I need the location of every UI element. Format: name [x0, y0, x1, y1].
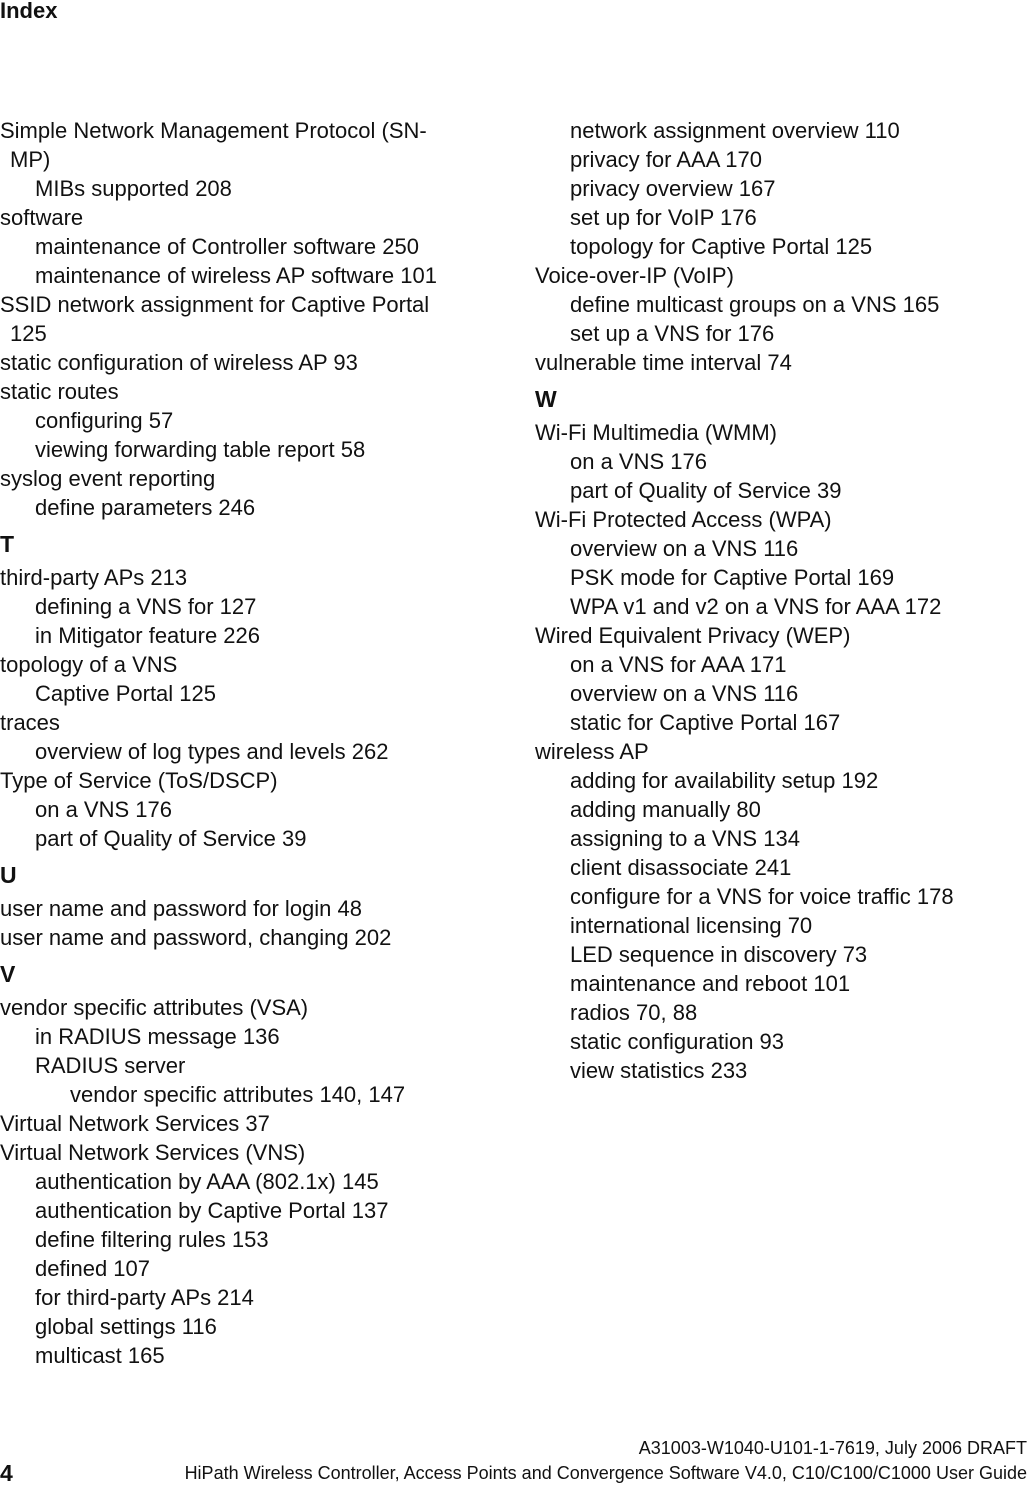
index-entry: wireless AP [535, 739, 649, 764]
entries-v-continued [535, 116, 1025, 377]
index-entry: multicast 165 [35, 1343, 165, 1368]
index-entry: for third-party APs 214 [35, 1285, 254, 1310]
index-entry: global settings 116 [35, 1314, 217, 1339]
entries-u [0, 894, 500, 952]
index-entry: PSK mode for Captive Portal 169 [570, 565, 895, 590]
index-entry: Captive Portal 125 [35, 681, 216, 706]
index-entry: privacy overview 167 [570, 176, 776, 201]
footer [0, 1460, 1027, 1487]
index-entry: configuring 57 [35, 408, 174, 433]
index-entry: international licensing 70 [570, 913, 813, 938]
entries-v [0, 993, 500, 1370]
index-entry: Virtual Network Services 37 [0, 1111, 270, 1136]
index-entry: traces [0, 710, 60, 735]
index-entry: defined 107 [35, 1256, 150, 1281]
index-entry: vendor specific attributes 140, 147 [70, 1082, 406, 1107]
index-entry: in RADIUS message 136 [35, 1024, 280, 1049]
index-entry: define filtering rules 153 [35, 1227, 269, 1252]
index-entry: in Mitigator feature 226 [35, 623, 261, 648]
index-entry: static configuration 93 [570, 1029, 785, 1054]
index-entry: maintenance of Controller software 250 [35, 234, 419, 259]
index-entry: set up for VoIP 176 [570, 205, 757, 230]
index-entry: static for Captive Portal 167 [570, 710, 841, 735]
index-entry: overview on a VNS 116 [570, 536, 799, 561]
index-entry: define parameters 246 [35, 495, 256, 520]
index-entry: viewing forwarding table report 58 [35, 437, 366, 462]
index-entry: user name and password, changing 202 [0, 925, 392, 950]
entries-w [535, 418, 1025, 1085]
index-entry: user name and password for login 48 [0, 896, 362, 921]
index-entry: SSID network assignment for Captive Portal [0, 292, 430, 317]
letter-heading-t: T [0, 531, 15, 557]
index-column-right [535, 116, 1025, 1085]
footer-document-id: A31003-W1040-U101-1-7619, July 2006 DRAFT [638, 1438, 1027, 1458]
index-entry: privacy for AAA 170 [570, 147, 762, 172]
index-entry: on a VNS for AAA 171 [570, 652, 787, 677]
index-entry: network assignment overview 110 [570, 118, 900, 143]
index-entry: syslog event reporting [0, 466, 216, 491]
index-entry: Voice-over-IP (VoIP) [535, 263, 734, 288]
index-entry: maintenance and reboot 101 [570, 971, 851, 996]
index-entry: topology of a VNS [0, 652, 178, 677]
index-entry: Wi-Fi Protected Access (WPA) [535, 507, 832, 532]
index-entry: Simple Network Management Protocol (SN- [0, 118, 427, 143]
index-entry: RADIUS server [35, 1053, 186, 1078]
letter-heading-v: V [0, 961, 16, 987]
footer-document-title: HiPath Wireless Controller, Access Points and Convergence Software V4.0, C10/C100/C1000 User Guide [184, 1463, 1027, 1483]
index-entry: overview on a VNS 116 [570, 681, 799, 706]
page-number: 4 [0, 1460, 13, 1486]
index-entry: on a VNS 176 [35, 797, 172, 822]
index-entry: define multicast groups on a VNS 165 [570, 292, 940, 317]
index-entry: topology for Captive Portal 125 [570, 234, 873, 259]
index-entry: Type of Service (ToS/DSCP) [0, 768, 278, 793]
index-entry: Virtual Network Services (VNS) [0, 1140, 306, 1165]
index-entry: vendor specific attributes (VSA) [0, 995, 309, 1020]
index-entry: software [0, 205, 84, 230]
index-entry: static configuration of wireless AP 93 [0, 350, 358, 375]
index-entry: authentication by Captive Portal 137 [35, 1198, 389, 1223]
index-entry: third-party APs 213 [0, 565, 188, 590]
index-entry: adding manually 80 [570, 797, 761, 822]
entries-s-continued [0, 116, 500, 522]
index-entry: LED sequence in discovery 73 [570, 942, 868, 967]
index-entry: WPA v1 and v2 on a VNS for AAA 172 [570, 594, 942, 619]
index-entry: set up a VNS for 176 [570, 321, 775, 346]
index-entry: maintenance of wireless AP software 101 [35, 263, 437, 288]
index-entry: Wired Equivalent Privacy (WEP) [535, 623, 851, 648]
index-entry: client disassociate 241 [570, 855, 792, 880]
index-entry: defining a VNS for 127 [35, 594, 257, 619]
index-entry: overview of log types and levels 262 [35, 739, 389, 764]
letter-heading-w: W [535, 386, 557, 412]
index-entry: view statistics 233 [570, 1058, 748, 1083]
index-entry: adding for availability setup 192 [570, 768, 879, 793]
index-column-left [0, 116, 500, 1370]
letter-heading-u: U [0, 862, 17, 888]
index-entry: on a VNS 176 [570, 449, 707, 474]
index-entry: Wi-Fi Multimedia (WMM) [535, 420, 777, 445]
index-heading: Index [0, 0, 58, 23]
index-entry: radios 70, 88 [570, 1000, 698, 1025]
index-entry: vulnerable time interval 74 [535, 350, 792, 375]
index-entry: MIBs supported 208 [35, 176, 232, 201]
index-entry: part of Quality of Service 39 [570, 478, 842, 503]
index-entry: MP) [10, 147, 51, 172]
index-entry: assigning to a VNS 134 [570, 826, 800, 851]
index-entry: static routes [0, 379, 119, 404]
index-entry: 125 [10, 321, 47, 346]
index-entry: configure for a VNS for voice traffic 178 [570, 884, 954, 909]
index-entry: authentication by AAA (802.1x) 145 [35, 1169, 379, 1194]
index-entry: part of Quality of Service 39 [35, 826, 307, 851]
entries-t [0, 563, 500, 853]
